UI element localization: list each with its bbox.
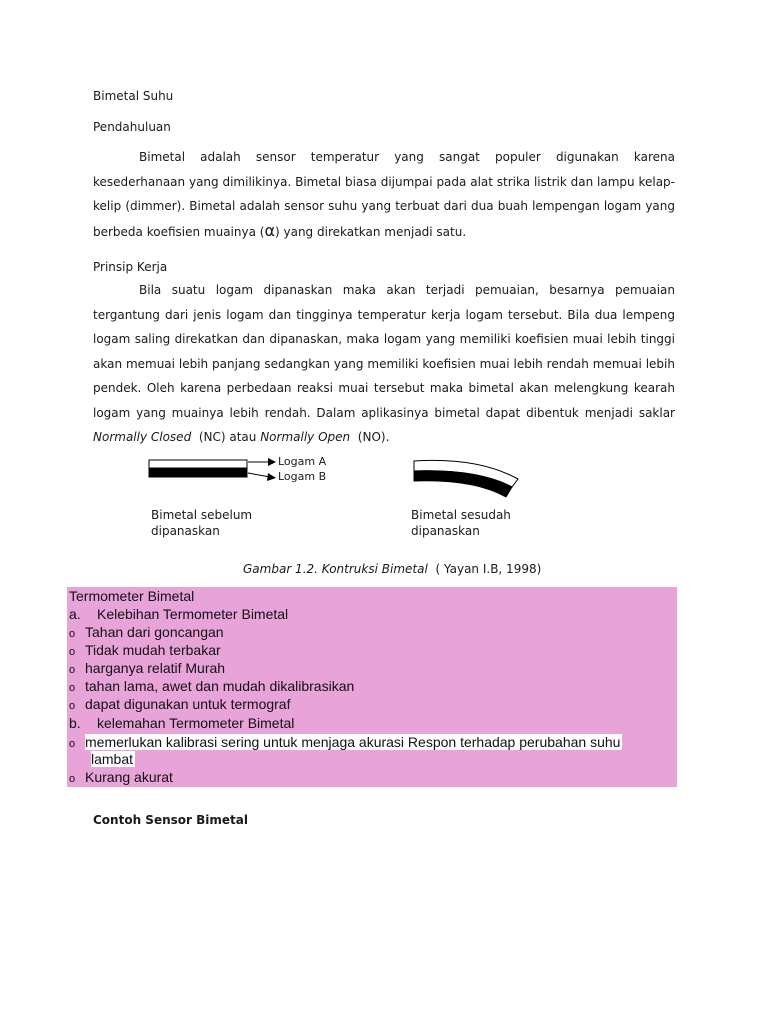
logam-a-label: Logam A	[278, 455, 327, 468]
no-abbr: (NO)	[357, 430, 386, 444]
list-item	[69, 769, 173, 788]
kelemahan-heading-text: kelemahan Termometer Bimetal	[97, 715, 295, 731]
logam-b-strip	[149, 468, 247, 477]
prinsip-text-end: .	[385, 430, 390, 444]
bullet-icon: o	[69, 628, 76, 640]
list-item-text: lambat	[91, 751, 134, 767]
after-label	[411, 507, 511, 539]
kelebihan-heading-text: Kelebihan Termometer Bimetal	[97, 606, 289, 622]
doc-title: Bimetal Suhu	[93, 89, 174, 103]
list-item-text: Tidak mudah terbakar	[85, 642, 221, 658]
figure-caption	[243, 562, 541, 576]
after-label-line2: dipanaskan	[411, 524, 480, 538]
kelebihan-heading	[69, 606, 288, 623]
prinsip-text-1: Bila suatu logam dipanaskan maka akan terjadi pemuaian, besarnya pemuaian tergantung dari jenis logam dan tingginya temperatur kerja logam tersebut. Bila dua lempeng logam saling direkatkan dan dipanaskan, maka logam yang memiliki koefisien muai lebih tinggi akan memuai lebih panjang sedangkan yang memiliki koefisien muai lebih rendah memuai lebih pendek. Oleh karena perbedaan reaksi muai tersebut maka bimetal akan melengkung kearah logam yang muainya lebih rendah. Dalam aplikasinya bimetal dapat dibentuk menjadi saklar	[93, 283, 675, 420]
bullet-icon: o	[69, 700, 76, 712]
list-item	[69, 660, 225, 679]
logam-a-strip	[149, 460, 247, 468]
list-item-text: Kurang akurat	[85, 769, 173, 785]
heading-pendahuluan: Pendahuluan	[93, 120, 171, 134]
intro-text-2: ) yang direkatkan menjadi satu.	[275, 224, 467, 239]
intro-text-1: Bimetal adalah sensor temperatur yang sangat populer digunakan karena kesederhanaan yang dimilikinya. Bimetal biasa dijumpai pada alat strika listrik dan lampu kelap-kelip (dimmer). Bimetal adalah sensor suhu yang terbuat dari dua buah lempengan logam yang berbeda koefisien muainya (	[93, 150, 675, 239]
before-label	[151, 507, 252, 539]
box-title: Termometer Bimetal	[69, 588, 195, 604]
bullet-icon: o	[69, 773, 76, 785]
arrow-a-head	[268, 458, 276, 466]
list-item-text: memerlukan kalibrasi sering untuk menjaga akurasi Respon terhadap perubahan suhu	[85, 734, 621, 750]
paragraph-prinsip	[93, 278, 675, 450]
bullet-icon: o	[69, 738, 76, 750]
list-item-text: harganya relatif Murah	[85, 660, 226, 676]
bimetal-after-diagram	[408, 455, 528, 505]
nc-abbr: (NC)	[198, 430, 226, 444]
list-item-text: tahan lama, awet dan mudah dikalibrasikan	[85, 678, 355, 694]
list-item-text: dapat digunakan untuk termograf	[85, 696, 291, 712]
caption-italic: Gambar 1.2. Kontruksi Bimetal	[243, 562, 428, 576]
letter-b: b.	[69, 715, 81, 731]
caption-source: ( Yayan I.B, 1998)	[435, 562, 542, 576]
prinsip-text-mid: atau	[225, 430, 261, 444]
letter-a: a.	[69, 606, 81, 622]
termometer-bimetal-box	[67, 587, 677, 787]
list-item	[69, 642, 221, 661]
normally-open-text: Normally Open	[260, 430, 351, 444]
list-item-continuation	[91, 751, 135, 768]
list-item	[69, 624, 224, 643]
after-label-line1: Bimetal sesudah	[411, 508, 511, 522]
list-item	[69, 678, 354, 697]
normally-closed-text: Normally Closed	[93, 430, 192, 444]
bullet-icon: o	[69, 664, 76, 676]
kelemahan-heading	[69, 715, 294, 732]
heading-contoh-sensor: Contoh Sensor Bimetal	[93, 813, 248, 827]
arrow-b-head	[267, 473, 276, 481]
before-label-line1: Bimetal sebelum	[151, 508, 253, 522]
logam-b-label: Logam B	[278, 470, 327, 483]
arrow-b-line	[248, 473, 270, 477]
list-item-text: Tahan dari goncangan	[85, 624, 224, 640]
before-label-line2: dipanaskan	[151, 524, 220, 538]
bullet-icon: o	[69, 646, 76, 658]
alpha-symbol: α	[264, 220, 275, 240]
bullet-icon: o	[69, 682, 76, 694]
list-item	[69, 696, 290, 715]
heading-prinsip-kerja: Prinsip Kerja	[93, 260, 168, 274]
paragraph-intro	[93, 145, 675, 244]
list-item	[69, 734, 622, 753]
